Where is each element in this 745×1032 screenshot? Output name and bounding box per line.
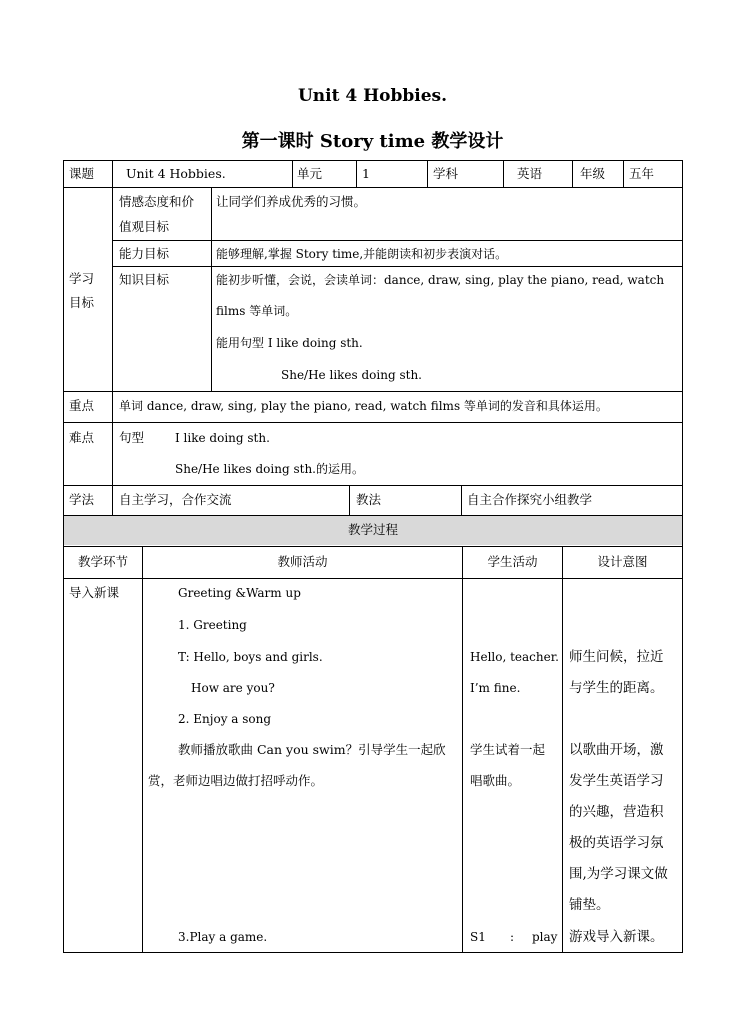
table-line [349,485,350,515]
emotion-text: 让同学们养成优秀的习惯。 [216,194,367,209]
subject-label: 学科 [433,166,459,181]
table-line [562,546,563,952]
process-header: 教学过程 [347,522,398,537]
table-line [112,160,113,187]
design-intent-line: 围,为学习课文做 [569,866,668,882]
student-activity-line: I’m fine. [470,681,521,695]
student-activity-line: S1 [470,930,486,944]
column-header-teacher: 教师活动 [277,554,328,569]
knowledge-text: 能用句型 I like doing sth. [216,336,363,350]
table-line [63,578,683,579]
document-subtitle: 第一课时 Story time 教学设计 [241,131,504,152]
design-intent-line: 极的英语学习氛 [569,835,664,851]
teacher-activity-line: 3.Play a game. [178,930,268,944]
teacher-activity-line: How are you? [191,681,275,695]
teacher-activity-line: T: Hello, boys and girls. [178,650,323,664]
teacher-activity-line: 教师播放歌曲 Can you swim？引导学生一起欣 [178,742,446,757]
table-line [211,187,212,391]
table-line [112,485,113,515]
design-intent-line: 发学生英语学习 [569,773,664,789]
student-activity-line: Hello, teacher. [470,650,559,664]
knowledge-label: 知识目标 [119,272,170,287]
knowledge-text: She/He likes doing sth. [281,368,422,382]
subject-value: 英语 [517,166,543,181]
document-title: Unit 4 Hobbies. [297,86,448,106]
difficulties-text: I like doing sth. [175,431,270,445]
design-intent-line: 铺垫。 [569,897,610,913]
unit-value: 1 [362,166,370,181]
difficulties-text: She/He likes doing sth.的运用。 [175,462,364,476]
teacher-activity-line: 赏，老师边唱边做打招呼动作。 [148,773,324,788]
difficulties-text: 句型 [119,430,145,445]
design-intent-line: 的兴趣，营造积 [569,804,664,820]
table-line [112,187,113,485]
table-line [63,546,683,547]
objectives-label: 学习 [69,271,95,286]
teach-method-value: 自主合作探究小组教学 [467,492,593,507]
study-method-label: 学法 [69,492,95,507]
table-line [63,187,683,188]
design-intent-line: 与学生的距离。 [569,680,664,696]
student-activity-line: play [532,930,558,944]
table-line [63,485,683,486]
stage-name: 导入新课 [69,585,120,600]
teach-method-label: 教法 [356,492,382,507]
table-line [142,546,143,952]
knowledge-text: films 等单词。 [216,304,298,318]
ability-label: 能力目标 [119,246,170,261]
key-points-label: 重点 [69,398,95,413]
table-line [623,160,624,187]
table-line [292,160,293,187]
topic-value: Unit 4 Hobbies. [126,166,226,181]
study-method-value: 自主学习，合作交流 [119,492,232,507]
knowledge-text: 能初步听懂，会说，会读单词：dance, draw, sing, play the piano, read, watch [216,273,665,287]
design-intent-line: 游戏导入新课。 [569,929,664,945]
table-line [112,266,683,267]
design-intent-line: 以歌曲开场，激 [569,742,664,758]
design-intent-line: 师生问候，拉近 [569,649,664,665]
column-header-student: 学生活动 [487,554,538,569]
table-line [427,160,428,187]
table-line [63,515,683,516]
teacher-activity-line: Greeting &Warm up [178,586,301,600]
table-line [63,160,683,161]
table-line [356,160,357,187]
objectives-label: 目标 [69,295,95,310]
student-activity-line: 唱歌曲。 [470,773,521,788]
teacher-activity-line: 2. Enjoy a song [178,712,272,726]
column-header-design: 设计意图 [597,554,648,569]
topic-label: 课题 [69,166,95,181]
table-line [503,160,504,187]
grade-label: 年级 [580,166,606,181]
student-activity-line: 学生试着一起 [470,742,546,757]
emotion-label: 情感态度和价 [119,194,195,209]
emotion-label: 值观目标 [119,219,170,234]
teacher-activity-line: 1. Greeting [178,618,247,632]
table-line [461,485,462,515]
table-line [572,160,573,187]
table-line [63,422,683,423]
table-line [63,952,683,953]
unit-label: 单元 [297,166,323,181]
student-activity-line: : [510,930,515,944]
table-line [462,546,463,952]
ability-text: 能够理解,掌握 Story time,并能朗读和初步表演对话。 [216,247,508,261]
grade-value: 五年 [629,166,655,181]
key-points-text: 单词 dance, draw, sing, play the piano, read, watch films 等单词的发音和具体运用。 [119,399,608,413]
column-header-stage: 教学环节 [77,554,128,569]
difficulties-label: 难点 [69,430,95,445]
table-line [112,240,683,241]
table-line [63,391,683,392]
